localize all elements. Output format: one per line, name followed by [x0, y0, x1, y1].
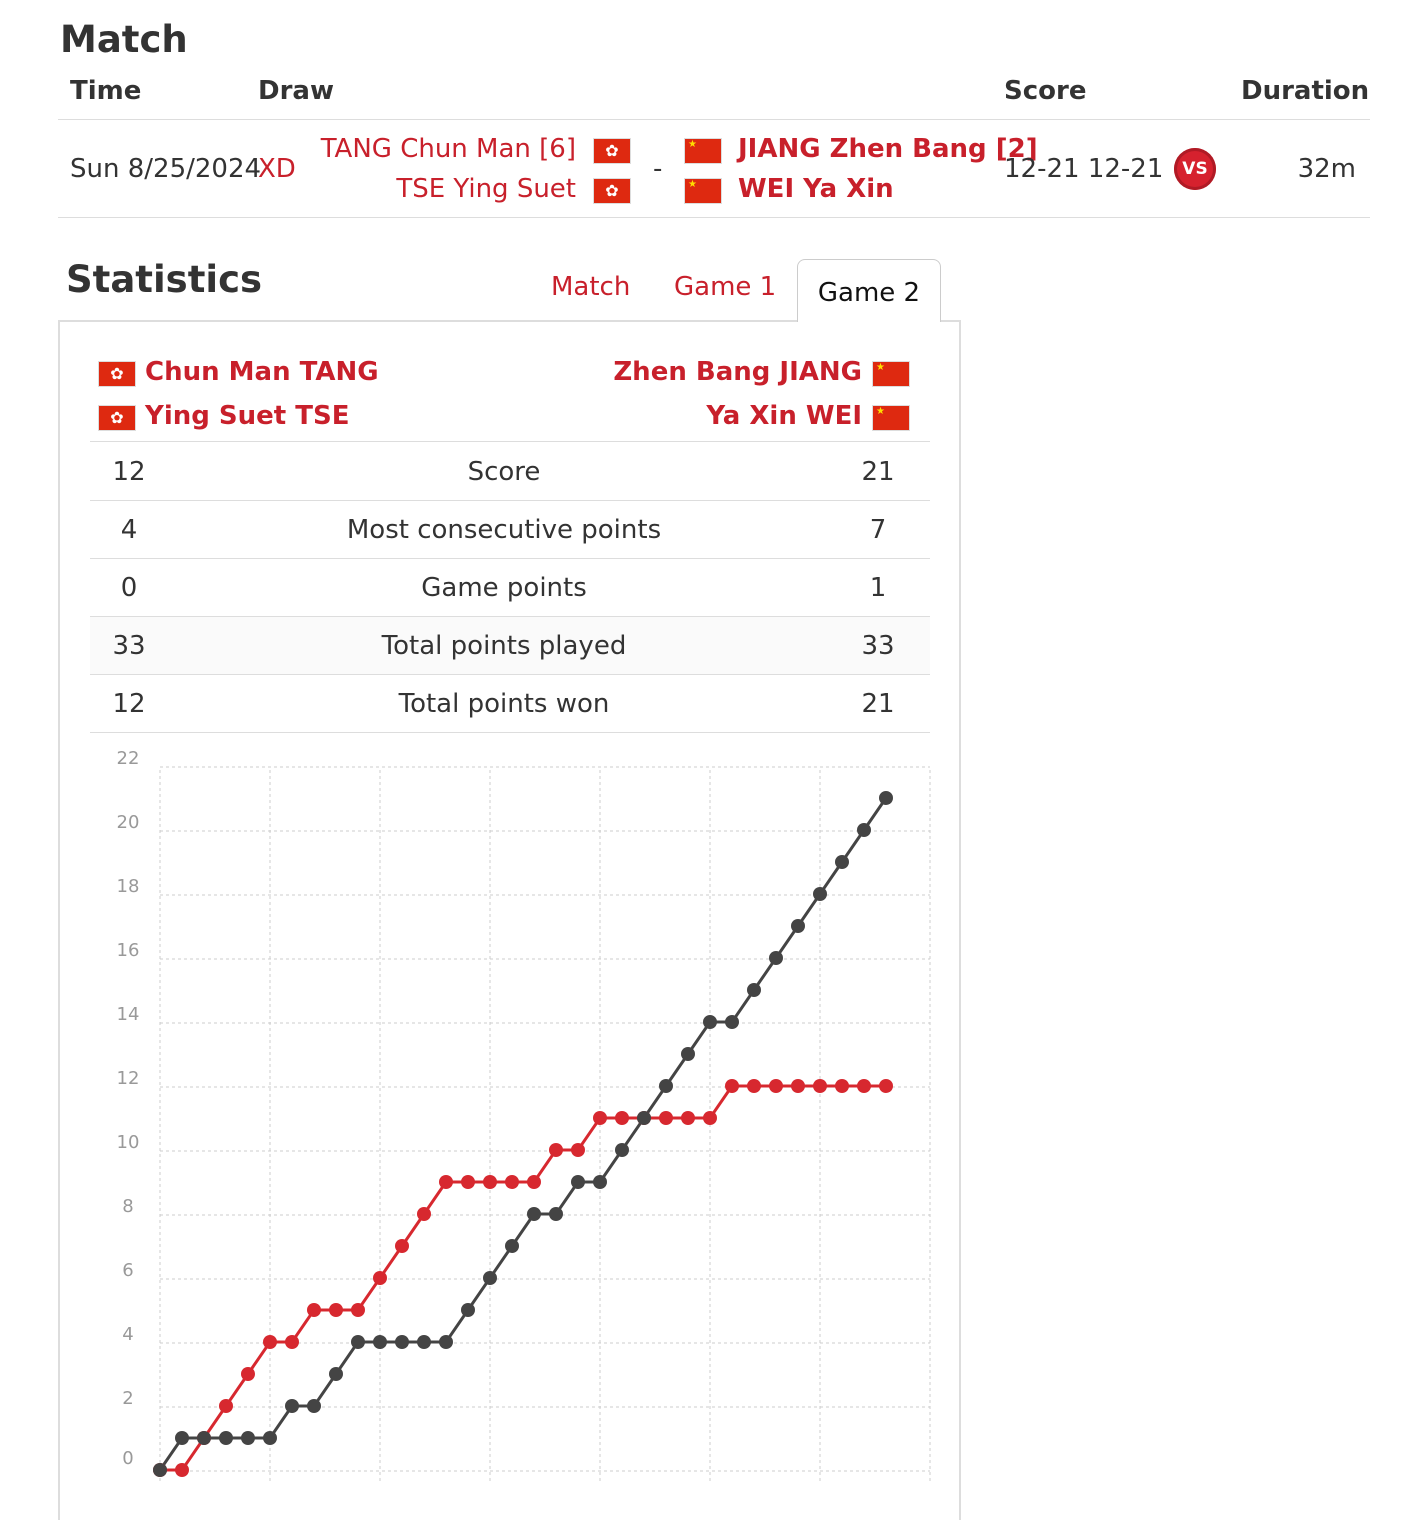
- series-2-point[interactable]: [307, 1399, 321, 1413]
- y-tick-label: 6: [122, 1260, 134, 1281]
- series-2-point[interactable]: [175, 1431, 189, 1445]
- team1-player1-link[interactable]: TANG Chun Man [6]: [320, 134, 576, 164]
- series-2-point[interactable]: [659, 1079, 673, 1093]
- series-1-point[interactable]: [417, 1207, 431, 1221]
- series-line-2: [160, 798, 886, 1470]
- china-flag-icon: ★: [684, 178, 722, 204]
- series-1-point[interactable]: [439, 1175, 453, 1189]
- y-tick-label: 0: [122, 1448, 134, 1469]
- series-2-point[interactable]: [527, 1207, 541, 1221]
- series-1-point[interactable]: [703, 1111, 717, 1125]
- draw-header: Draw: [258, 76, 334, 106]
- stat-row-total-played: [90, 617, 930, 675]
- series-2-point[interactable]: [725, 1015, 739, 1029]
- series-1-point[interactable]: [505, 1175, 519, 1189]
- series-2-point[interactable]: [637, 1111, 651, 1125]
- time-header: Time: [70, 76, 142, 106]
- hong-kong-flag-icon: ✿: [98, 405, 136, 431]
- series-1-point[interactable]: [549, 1143, 563, 1157]
- series-2-point[interactable]: [703, 1015, 717, 1029]
- duration-header: Duration: [1241, 76, 1370, 106]
- team1-player1-name[interactable]: Chun Man TANG: [145, 357, 379, 387]
- series-1-point[interactable]: [813, 1079, 827, 1093]
- stat-row-total-won: [90, 675, 930, 733]
- stat-label: Total points played: [381, 631, 627, 661]
- y-tick-label: 10: [116, 1132, 140, 1153]
- stat-left: 33: [112, 631, 146, 661]
- series-2-point[interactable]: [395, 1335, 409, 1349]
- y-tick-label: 4: [122, 1324, 134, 1345]
- series-1-point[interactable]: [351, 1303, 365, 1317]
- draw-link[interactable]: XD: [258, 154, 296, 184]
- y-tick-label: 12: [116, 1068, 140, 1089]
- stat-right: 21: [861, 689, 895, 719]
- series-2-point[interactable]: [571, 1175, 585, 1189]
- y-tick-label: 16: [116, 940, 140, 961]
- score-progression-chart: [90, 735, 950, 1482]
- series-1-point[interactable]: [285, 1335, 299, 1349]
- stat-row-consecutive: [90, 501, 930, 559]
- series-1-point[interactable]: [175, 1463, 189, 1477]
- series-1-point[interactable]: [879, 1079, 893, 1093]
- series-2-point[interactable]: [461, 1303, 475, 1317]
- stat-right: 21: [861, 457, 895, 487]
- series-2-point[interactable]: [417, 1335, 431, 1349]
- series-2-point[interactable]: [329, 1367, 343, 1381]
- series-1-point[interactable]: [307, 1303, 321, 1317]
- china-flag-icon: ★: [872, 361, 910, 387]
- stat-left: 4: [120, 515, 138, 545]
- series-2-point[interactable]: [373, 1335, 387, 1349]
- match-score: 12-21 12-21: [1004, 154, 1164, 184]
- match-time: Sun 8/25/2024: [70, 154, 262, 184]
- series-1-point[interactable]: [527, 1175, 541, 1189]
- series-line-1: [160, 1086, 886, 1470]
- series-2-point[interactable]: [791, 919, 805, 933]
- tab-match[interactable]: Match: [551, 272, 631, 302]
- series-2-point[interactable]: [835, 855, 849, 869]
- team2-player2-name[interactable]: Ya Xin WEI: [706, 401, 862, 431]
- series-1-point[interactable]: [241, 1367, 255, 1381]
- stat-right: 1: [869, 573, 887, 603]
- series-1-point[interactable]: [769, 1079, 783, 1093]
- series-2-point[interactable]: [263, 1431, 277, 1445]
- series-1-point[interactable]: [615, 1111, 629, 1125]
- series-1-point[interactable]: [593, 1111, 607, 1125]
- stat-row-score: [90, 443, 930, 501]
- china-flag-icon: ★: [872, 405, 910, 431]
- series-2-point[interactable]: [681, 1047, 695, 1061]
- hong-kong-flag-icon: ✿: [98, 361, 136, 387]
- china-flag-icon: ★: [684, 138, 722, 164]
- team2-player1-link[interactable]: JIANG Zhen Bang [2]: [738, 134, 1038, 164]
- stat-label: Score: [467, 457, 541, 487]
- team1-player2-name[interactable]: Ying Suet TSE: [145, 401, 350, 431]
- series-2-point[interactable]: [769, 951, 783, 965]
- series-1-point[interactable]: [835, 1079, 849, 1093]
- stat-row-game-points: [90, 559, 930, 617]
- y-tick-label: 2: [122, 1388, 134, 1409]
- series-2-point[interactable]: [747, 983, 761, 997]
- stat-right: 33: [861, 631, 895, 661]
- series-2-point[interactable]: [593, 1175, 607, 1189]
- stat-label: Most consecutive points: [346, 515, 662, 545]
- series-2-point[interactable]: [879, 791, 893, 805]
- y-tick-label: 14: [116, 1004, 140, 1025]
- series-2-point[interactable]: [483, 1271, 497, 1285]
- series-1-point[interactable]: [659, 1111, 673, 1125]
- series-2-point[interactable]: [241, 1431, 255, 1445]
- series-1-point[interactable]: [461, 1175, 475, 1189]
- series-2-point[interactable]: [285, 1399, 299, 1413]
- series-2-point[interactable]: [197, 1431, 211, 1445]
- match-title: Match: [60, 18, 188, 61]
- score-header: Score: [1004, 76, 1087, 106]
- hong-kong-flag-icon: ✿: [593, 178, 631, 204]
- hong-kong-flag-icon: ✿: [593, 138, 631, 164]
- y-tick-label: 8: [122, 1196, 134, 1217]
- vs-icon[interactable]: VS: [1174, 148, 1216, 190]
- tab-game-2[interactable]: Game 2: [797, 259, 941, 322]
- y-tick-label: 22: [116, 748, 140, 769]
- stat-right: 7: [869, 515, 887, 545]
- series-2-point[interactable]: [153, 1463, 167, 1477]
- series-1-point[interactable]: [571, 1143, 585, 1157]
- series-1-point[interactable]: [483, 1175, 497, 1189]
- stat-left: 12: [112, 457, 146, 487]
- series-2-point[interactable]: [505, 1239, 519, 1253]
- statistics-title: Statistics: [66, 258, 263, 301]
- series-1-point[interactable]: [263, 1335, 277, 1349]
- series-2-point[interactable]: [615, 1143, 629, 1157]
- series-1-point[interactable]: [791, 1079, 805, 1093]
- series-2-point[interactable]: [219, 1431, 233, 1445]
- series-2-point[interactable]: [813, 887, 827, 901]
- team2-player2-link[interactable]: WEI Ya Xin: [738, 174, 894, 204]
- series-1-point[interactable]: [219, 1399, 233, 1413]
- series-1-point[interactable]: [725, 1079, 739, 1093]
- series-2-point[interactable]: [857, 823, 871, 837]
- team-separator: -: [653, 154, 663, 184]
- y-tick-label: 18: [116, 876, 140, 897]
- team2-player1-name[interactable]: Zhen Bang JIANG: [613, 357, 862, 387]
- series-1-point[interactable]: [747, 1079, 761, 1093]
- stat-left: 12: [112, 689, 146, 719]
- series-1-point[interactable]: [681, 1111, 695, 1125]
- series-2-point[interactable]: [439, 1335, 453, 1349]
- series-2-point[interactable]: [549, 1207, 563, 1221]
- team1-player2-link[interactable]: TSE Ying Suet: [396, 174, 576, 204]
- tab-game-1[interactable]: Game 1: [674, 272, 777, 302]
- stat-left: 0: [120, 573, 138, 603]
- y-tick-label: 20: [116, 812, 140, 833]
- stat-label: Total points won: [398, 689, 610, 719]
- series-1-point[interactable]: [395, 1239, 409, 1253]
- stat-label: Game points: [421, 573, 587, 603]
- series-1-point[interactable]: [373, 1271, 387, 1285]
- series-1-point[interactable]: [857, 1079, 871, 1093]
- series-2-point[interactable]: [351, 1335, 365, 1349]
- match-duration: 32m: [1297, 154, 1356, 184]
- series-1-point[interactable]: [329, 1303, 343, 1317]
